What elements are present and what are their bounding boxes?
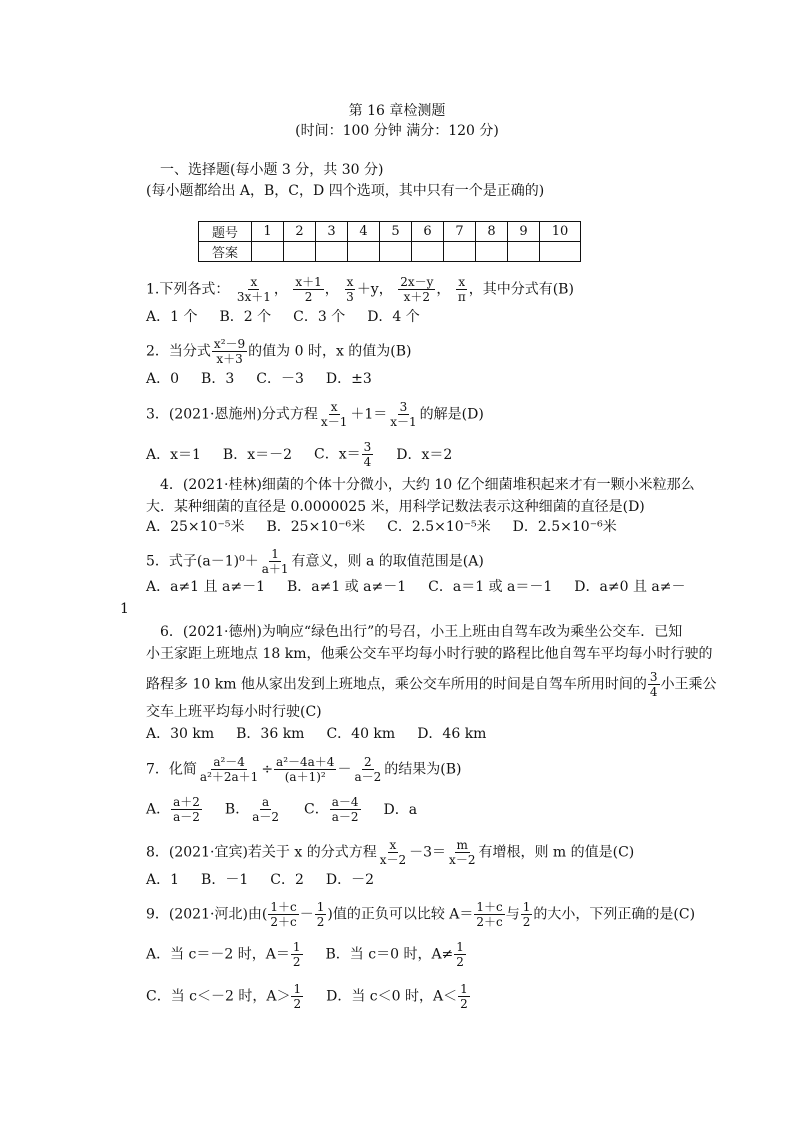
option-a: A．25×10⁻⁵米 (146, 519, 245, 535)
question-6-line-1: 6．(2021·德州)为响应“绿色出行”的号召，小王上班由自驾车改为乘坐公交车．已知 (160, 624, 683, 640)
fraction: $\frac{a-4}{a-2}$ (331, 795, 359, 824)
question-text: 1.下列各式： (146, 281, 230, 298)
option-b: B．25×10⁻⁶米 (266, 519, 366, 535)
option-d: D．±3 (325, 371, 372, 387)
option-d: D．－2 (325, 872, 374, 888)
question-9-options-2 (146, 982, 493, 1011)
option-d: D．当 c＜0 时，A＜ $\frac{1}{2}$ (326, 982, 468, 1011)
question-7-options (146, 795, 439, 824)
answer-cell[interactable] (444, 242, 476, 262)
option-d: D．x＝2 (396, 446, 453, 463)
question-2-options (146, 369, 394, 389)
table-cell: 2 (284, 222, 316, 242)
fraction: $\frac{1}{2}$ (316, 900, 325, 929)
question-1: 1.下列各式： $\frac{x}{3x+1}$ ， $\frac{x+1}{2}$ ， $\frac{x}{3}$ ＋y， $\frac{2x-y}{x+2}$ ， $\frac{x}{\pi}$ ，其中分式有(B) (146, 275, 574, 304)
option-c: C．40 km (326, 726, 396, 742)
table-cell: 8 (476, 222, 508, 242)
option-c: C．3 个 (293, 309, 346, 325)
option-b: B． $\frac{a}{a-2}$ (224, 795, 280, 824)
option-a: A．0 (146, 371, 180, 387)
table-cell: 9 (508, 222, 540, 242)
fraction: $\frac{1+c}{2+c}$ (476, 900, 503, 929)
option-a: A． $\frac{a+2}{a-2}$ (146, 795, 200, 824)
question-9: 9．(2021·河北)由( $\frac{1+c}{2+c}$ － $\frac{1}{2}$ )值的正负可以比较 A＝ $\frac{1+c}{2+c}$ 与 $\frac{1}{2}$ 的大小，下列正确的是(C) (146, 900, 696, 929)
question-3-options (146, 440, 474, 469)
question-6-line-3: 路程多 10 km 他从家出发到上班地点，乘公交车所用的时间是自驾车所用时间的 $\frac{3}{4}$ 小王乘公 (146, 670, 717, 699)
answer-cell[interactable] (284, 242, 316, 262)
fraction: $\frac{1}{2}$ (293, 982, 302, 1011)
fraction: $\frac{\text{x²－9}}{x+3}$ (213, 337, 246, 366)
question-4-options (146, 517, 639, 537)
option-b: B．a≠1 或 a≠－1 (286, 579, 407, 595)
fraction: $\frac{m}{x-2}$ (449, 838, 476, 867)
fraction: $\frac{1+c}{2+c}$ (270, 900, 297, 929)
option-c: C．a＝1 或 a＝－1 (428, 579, 553, 595)
question-5-wrap: 1 (120, 601, 129, 617)
option-a: A．1 个 (146, 309, 198, 325)
fraction: $\frac{a+2}{a-2}$ (173, 795, 200, 824)
fraction: $\frac{1}{2}$ (292, 940, 301, 969)
answer-cell[interactable] (476, 242, 508, 262)
option-d: D．a≠0 且 a≠－ (574, 579, 686, 595)
option-c: C．当 c＜－2 时，A＞ $\frac{1}{2}$ (146, 982, 302, 1011)
table-header-cell: 题号 (199, 222, 252, 242)
option-c: C．－3 (256, 371, 304, 387)
question-9-options-1 (146, 940, 489, 969)
answer-table (198, 221, 581, 262)
option-a: A．a≠1 且 a≠－1 (146, 579, 265, 595)
option-a: A．1 (146, 872, 180, 888)
answer-cell[interactable] (252, 242, 284, 262)
fraction: $\frac{\text{a²－4}}{\text{a²＋2a＋1}}$ (199, 755, 259, 784)
question-4-line-2: 大．某种细菌的直径是 0.0000025 米，用科学记数法表示这种细菌的直径是(D) (146, 499, 645, 515)
option-d: D．4 个 (367, 309, 420, 325)
answer-cell[interactable] (348, 242, 380, 262)
option-c: C． $\frac{a-4}{a-2}$ (304, 795, 359, 824)
answer-cell[interactable] (412, 242, 444, 262)
fraction: $\frac{3}{4}$ (649, 670, 658, 699)
question-4-line-1: 4．(2021·桂林)细菌的个体十分微小，大约 10 亿个细菌堆积起来才有一颗小米粒那么 (160, 477, 695, 493)
question-6-line-2: 小王家距上班地点 18 km，他乘公交车平均每小时行驶的路程比他自驾车平均每小时行驶的 (146, 646, 713, 662)
fraction: $\frac{x}{3}$ (346, 275, 354, 304)
option-b: B．－1 (201, 872, 249, 888)
question-1-options (146, 307, 442, 327)
fraction: $\frac{1}{2}$ (456, 940, 464, 969)
question-6-line-4: 交车上班平均每小时行驶(C) (146, 704, 322, 720)
table-cell: 10 (540, 222, 581, 242)
table-header-cell: 答案 (199, 242, 252, 262)
question-5-options (146, 577, 685, 597)
fraction: $\frac{x}{3x+1}$ (236, 275, 271, 304)
fraction: $\frac{1}{a+1}$ (261, 547, 289, 576)
option-a: A．30 km (146, 726, 215, 742)
option-d: D．46 km (417, 726, 487, 742)
answer-cell[interactable] (380, 242, 412, 262)
fraction: $\frac{x+1}{2}$ (295, 275, 322, 304)
fraction: $\frac{2}{a-2}$ (354, 755, 382, 784)
option-a: A．x＝1 (146, 446, 201, 463)
fraction: $\frac{a}{a-2}$ (252, 795, 280, 824)
page-subtitle: (时间：100 分钟 满分：120 分) (295, 123, 499, 139)
table-cell: 3 (316, 222, 348, 242)
fraction: $\frac{1}{2}$ (460, 982, 468, 1011)
table-cell: 7 (444, 222, 476, 242)
option-c: C．2 (270, 872, 304, 888)
answer-table-row (199, 222, 581, 242)
question-3: 3．(2021·恩施州)分式方程 $\frac{x}{x-1}$ ＋1＝ $\frac{3}{x-1}$ 的解是(D) (146, 400, 484, 429)
option-b: B．当 c＝0 时，A≠ $\frac{1}{2}$ (325, 940, 464, 969)
answer-table-row (199, 242, 581, 262)
question-6-options (146, 724, 508, 744)
section-note: (每小题都给出 A，B，C，D 四个选项，其中只有一个是正确的) (146, 183, 545, 199)
table-cell: 1 (252, 222, 284, 242)
option-a: A．当 c＝－2 时，A＝ $\frac{1}{2}$ (146, 940, 301, 969)
answer-cell[interactable] (316, 242, 348, 262)
option-d: D．2.5×10⁻⁶米 (512, 519, 617, 535)
table-cell: 6 (412, 222, 444, 242)
fraction: $\frac{3}{4}$ (363, 440, 372, 469)
option-b: B．2 个 (219, 309, 272, 325)
fraction: $\frac{x}{x-1}$ (320, 400, 348, 429)
fraction: $\frac{\text{a²－4a＋4}}{\text{(a＋1)²}}$ (276, 755, 335, 784)
fraction: $\frac{3}{x-1}$ (390, 400, 417, 429)
option-b: B．3 (201, 371, 235, 387)
option-c: C．2.5×10⁻⁵米 (387, 519, 491, 535)
question-8-options (146, 870, 396, 890)
question-2: 2．当分式 $\frac{\text{x²－9}}{x+3}$ 的值为 0 时，x 的值为(B) (146, 337, 412, 366)
page-title: 第 16 章检测题 (348, 103, 446, 119)
fraction: $\frac{1}{2}$ (522, 900, 531, 929)
option-c: C．x＝ $\frac{3}{4}$ (314, 440, 372, 469)
fraction: $\frac{x}{x-2}$ (379, 838, 407, 867)
fraction: $\frac{x}{\pi}$ (457, 275, 466, 304)
section-heading: 一、选择题(每小题 3 分，共 30 分) (160, 162, 384, 178)
option-d: D．a (383, 801, 418, 818)
table-cell: 5 (380, 222, 412, 242)
table-cell: 4 (348, 222, 380, 242)
answer-cell[interactable] (540, 242, 581, 262)
fraction: $\frac{2x-y}{x+2}$ (400, 275, 434, 304)
question-8: 8．(2021·宜宾)若关于 x 的分式方程 $\frac{x}{x-2}$ －3＝ $\frac{m}{x-2}$ 有增根，则 m 的值是(C) (146, 838, 635, 867)
question-5: 5．式子(a－1)⁰＋ $\frac{1}{a+1}$ 有意义，则 a 的取值范围是(A) (146, 547, 484, 576)
option-b: B．36 km (236, 726, 305, 742)
question-7: 7．化简 $\frac{\text{a²－4}}{\text{a²＋2a＋1}}$ ÷ $\frac{\text{a²－4a＋4}}{\text{(a＋1)²}}$ － $\frac{2}{a-2}$ 的结果为(B) (146, 755, 462, 784)
question-text: ，其中分式有(B) (468, 281, 574, 298)
answer-cell[interactable] (508, 242, 540, 262)
option-b: B．x＝－2 (222, 446, 293, 463)
